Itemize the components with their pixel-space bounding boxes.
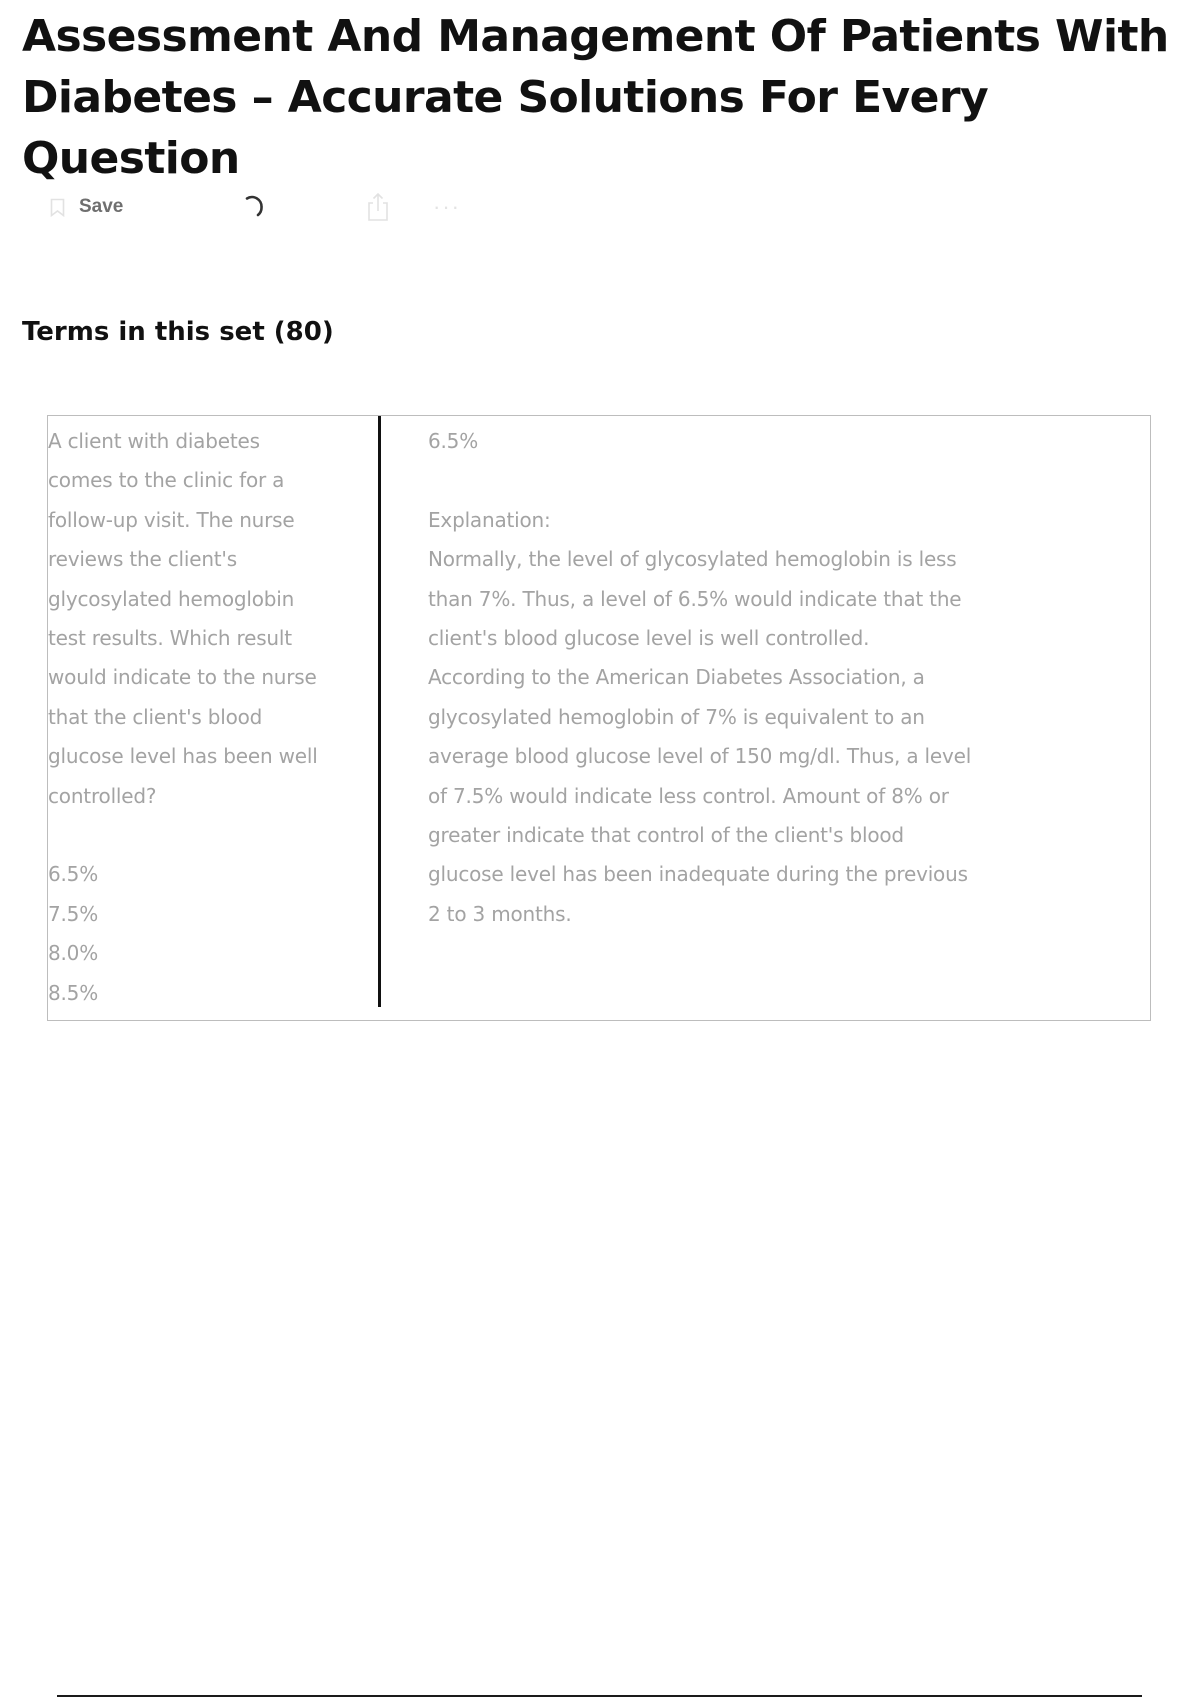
loading-indicator <box>242 190 266 224</box>
explanation-line: 2 to 3 months. <box>428 901 572 926</box>
explanation-line: According to the American Diabetes Association, a <box>428 665 925 690</box>
page-title: Assessment And Management Of Patients With Diabetes – Accurate Solutions For Every Question <box>22 11 1169 184</box>
explanation-line: client's blood glucose level is well controlled. <box>428 626 870 651</box>
explanation-line: average blood glucose level of 150 mg/dl. Thus, a level <box>428 744 972 769</box>
answer-option: 6.5% <box>48 862 99 887</box>
terms-heading: Terms in this set (80) <box>22 317 334 347</box>
explanation-line: glucose level has been inadequate during the previous <box>428 862 968 887</box>
term-question-line: would indicate to the nurse <box>48 665 317 690</box>
share-button[interactable] <box>365 190 391 224</box>
term-question-line: test results. Which result <box>48 626 292 651</box>
correct-answer: 6.5% <box>428 429 479 453</box>
more-options-icon: ··· <box>433 194 461 219</box>
explanation-line: of 7.5% would indicate less control. Amount of 8% or <box>428 783 949 808</box>
term-question-line: glycosylated hemoglobin <box>48 586 295 611</box>
term-question-line: follow-up visit. The nurse <box>48 507 295 532</box>
explanation-line: than 7%. Thus, a level of 6.5% would indicate that the <box>428 586 962 611</box>
card-divider <box>378 416 381 1007</box>
answer-option: 8.5% <box>48 980 99 1005</box>
share-icon <box>365 192 391 222</box>
save-button[interactable] <box>50 190 123 224</box>
page-bottom-rule <box>57 1695 1142 1697</box>
spacer <box>428 461 1068 500</box>
save-button-label: Save <box>79 196 124 217</box>
term-question-line: A client with diabetes <box>48 429 260 453</box>
loading-spinner-icon <box>242 194 266 220</box>
more-options-button[interactable] <box>433 190 461 224</box>
term-question-line: reviews the client's <box>48 547 237 572</box>
action-toolbar <box>50 190 550 224</box>
term-question-line: controlled? <box>48 783 157 808</box>
flashcard[interactable] <box>47 415 1151 1021</box>
answer-option: 7.5% <box>48 901 99 926</box>
explanation-line: greater indicate that control of the client's blood <box>428 823 904 848</box>
explanation-line: Normally, the level of glycosylated hemoglobin is less <box>428 547 957 572</box>
term-side <box>48 422 366 1013</box>
explanation-line: glycosylated hemoglobin of 7% is equivalent to an <box>428 704 925 729</box>
answer-option: 8.0% <box>48 941 99 966</box>
term-question-line: that the client's blood <box>48 704 263 729</box>
spacer <box>48 816 366 855</box>
term-question-line: glucose level has been well <box>48 744 318 769</box>
explanation-label: Explanation: <box>428 507 551 532</box>
definition-side <box>428 422 1068 934</box>
bookmark-icon <box>50 198 65 217</box>
term-question-line: comes to the clinic for a <box>48 468 285 493</box>
